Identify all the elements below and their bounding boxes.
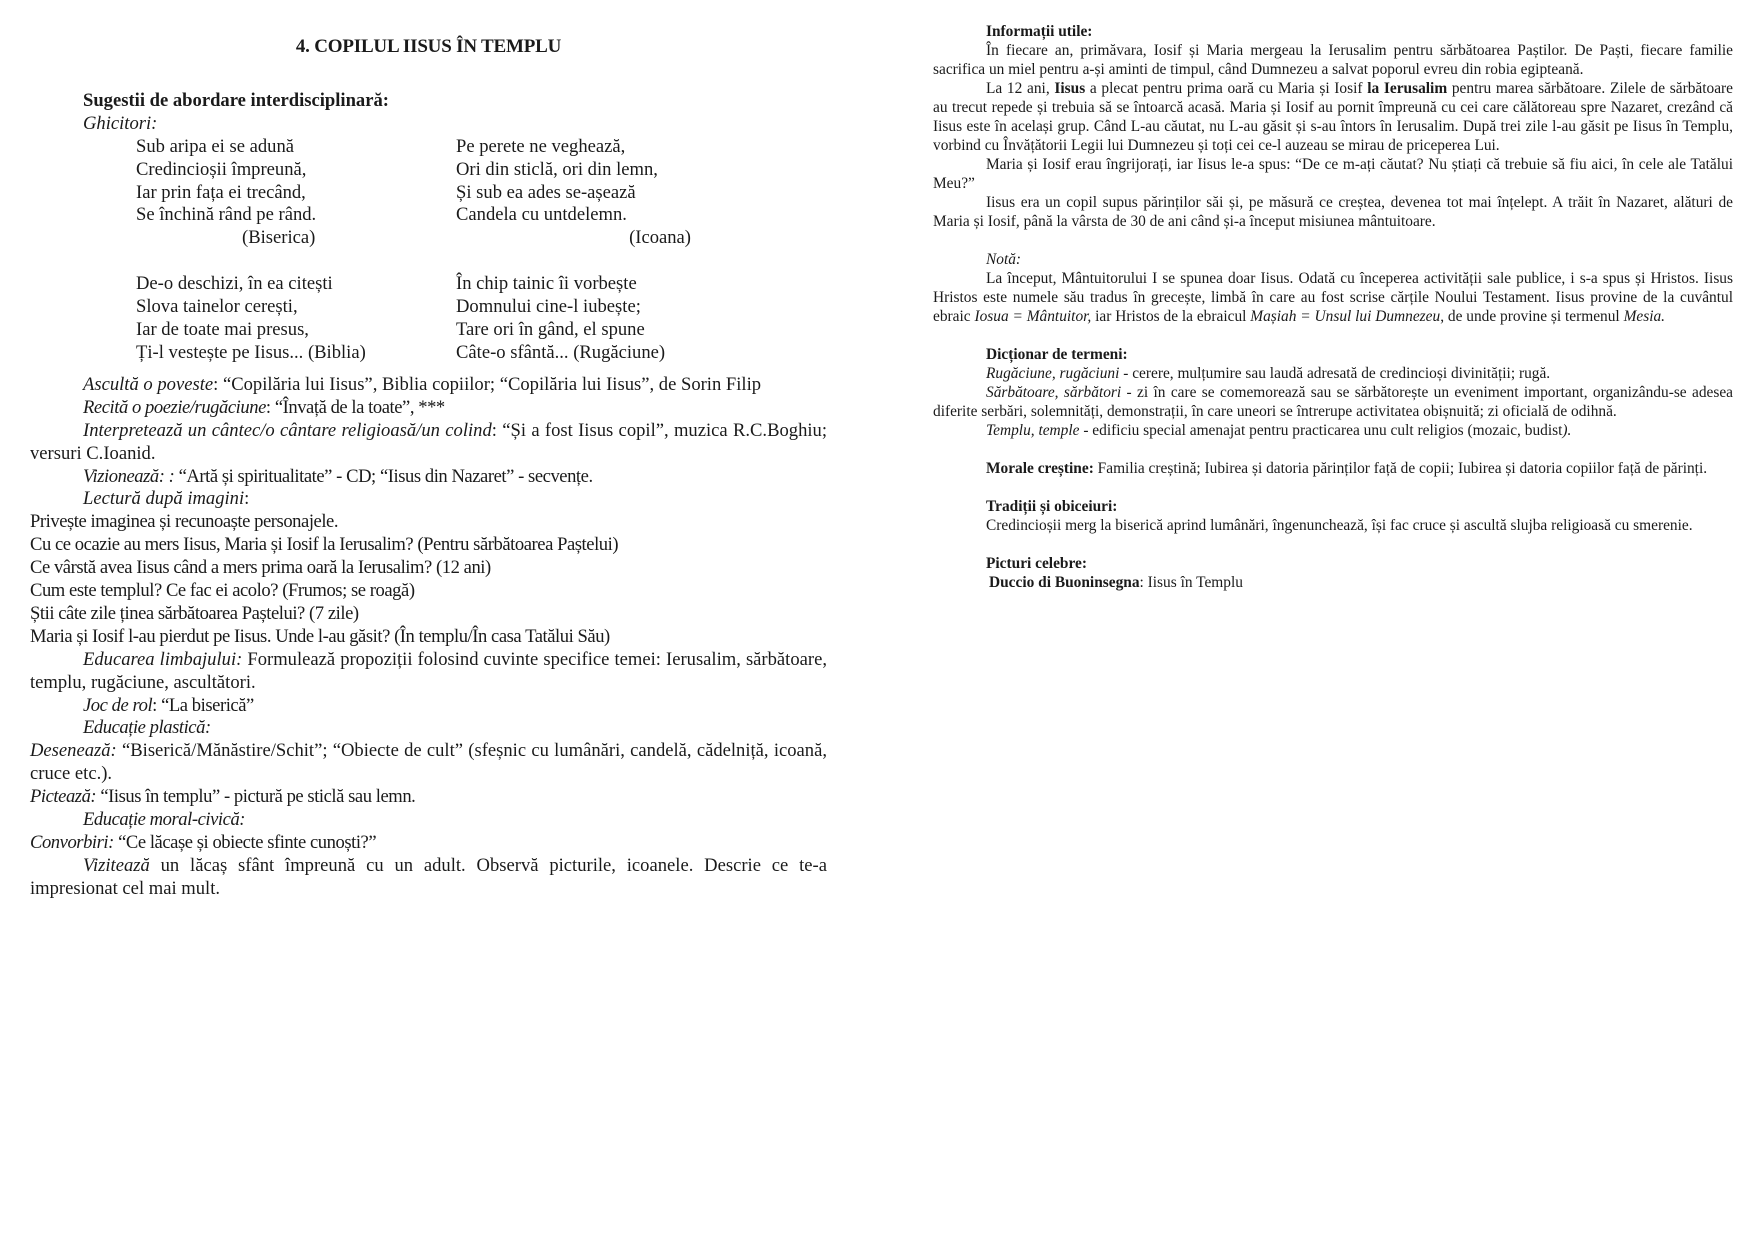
info-paragraph: Maria și Iosif erau îngrijorați, iar Iisus le-a spus: “De ce m-ați căutat? Nu știați că trebuie să fiu aici, în cele ale Tatălui Meu?” — [933, 156, 1733, 192]
morals-text: Morale creștine: Familia creștină; Iubirea și datoria părinților față de copii; Iubirea și datoria copiilor față de părinți. — [986, 460, 1708, 477]
question-item: Cum este templul? Ce fac ei acolo? (Frumos; se roagă) — [30, 580, 415, 602]
riddle-line: Slova tainelor cerești, — [136, 296, 298, 318]
question-item: Privește imaginea și recunoaște personajele. — [30, 511, 339, 533]
activity-convorbiri: Convorbiri: “Ce lăcașe și obiecte sfinte cunoști?” — [30, 832, 377, 853]
note-label: Notă: — [986, 251, 1022, 268]
questions-list — [30, 511, 827, 648]
riddle-icoana — [456, 136, 691, 251]
info-paragraph: În fiecare an, primăvara, Iosif și Maria mergeau la Ierusalim pentru sărbătoarea Paștilor. De Paști, fiecare familie sacrifica un miel pentru a-și aminti de timpul, când Dumnezeu a salvat poporul evreu din robia egipteană. — [933, 42, 1733, 78]
section-heading: Sugestii de abordare interdisciplinară: — [83, 89, 389, 111]
traditions-text: Credincioșii merg la biserică aprind lumânări, îngenunchează, își fac cruce și ascultă slujba religioasă cu smerenie. — [986, 517, 1693, 534]
note-section — [933, 250, 1733, 326]
activity-picteaza: Pictează: “Iisus în templu” - pictură pe sticlă sau lemn. — [30, 786, 416, 808]
riddles-label: Ghicitori: — [83, 112, 158, 134]
left-page — [30, 36, 827, 901]
activity-interpreteaza: Interpretează un cântec/o cântare religioasă/un colind: “Și a fost Iisus copil”, muzica R.C.Boghiu; versuri C.Ioanid. — [30, 419, 827, 464]
activity-vizioneaza: Vizionează: : “Artă și spiritualitate” - CD; “Iisus din Nazaret” - secvențe. — [83, 465, 593, 487]
dictionary-heading: Dicționar de termeni: — [986, 346, 1128, 363]
right-page — [933, 22, 1733, 592]
question-item: Ce vârstă avea Iisus când a mers prima oară la Ierusalim? (12 ani) — [30, 557, 491, 579]
riddle-biserica — [136, 136, 456, 251]
info-paragraph: La 12 ani, Iisus a plecat pentru prima oară cu Maria și Iosif la Ierusalim pentru marea sărbătoare. Zilele de sărbătoare au trecut repede și trebuia să se întoarcă acasă. Maria și Iosif au pornit împreună cu cei care călătoreau spre Nazaret, crezând că Iisus este în același grup. Când L-au căutat, nu L-au găsit și s-au întors în Ierusalim. După trei zile l-au găsit pe Iisus în Templu, vorbind cu Învățătorii Legii lui Dumnezeu și toți cei ce-l auzeau se mirau de priceperea Lui. — [933, 80, 1733, 154]
activity-limbaj: Educarea limbajului: Formulează propoziții folosind cuvinte specifice temei: Ierusalim, sărbătoare, templu, rugăciune, ascultători. — [30, 648, 827, 693]
riddle-line: Câte-o sfântă... (Rugăciune) — [456, 341, 666, 363]
dictionary-entry: Sărbătoare, sărbători - zi în care se comemorează sau se sărbătorește un eveniment important, organizându-se adesea diferite serbări, solemnități, demonstrații, în care uneori se întrerupe activitatea obișnuită; zi oficială de odihnă. — [933, 384, 1734, 420]
activity-lectura: Lectură după imagini: — [83, 488, 250, 510]
moral-heading: Educație moral-civică: — [83, 809, 246, 831]
info-section — [933, 22, 1733, 231]
activity-viziteaza: Vizitează un lăcaș sfânt împreună cu un adult. Observă picturile, icoanele. Descrie ce te-a impresionat cel mai mult. — [30, 854, 827, 899]
riddle-line: Ți-l vestește pe Iisus... (Biblia) — [136, 341, 366, 363]
riddle-line: Tare ori în gând, el spune — [456, 319, 645, 341]
riddle-rugaciune — [456, 273, 716, 365]
activity-deseneaza: Desenează: “Biserică/Mănăstire/Schit”; “Obiecte de cult” (sfeșnic cu lumânări, candelă, cădelniță, icoană, cruce etc.). — [30, 740, 827, 785]
morals-section — [933, 459, 1733, 478]
riddle-line: Pe perete ne veghează, — [456, 135, 626, 157]
dictionary-section — [933, 345, 1733, 440]
activity-joc: Joc de rol: “La biserică” — [83, 694, 254, 716]
riddle-line: Credincioșii împreună, — [136, 158, 307, 180]
riddle-biblia — [136, 273, 456, 365]
riddle-line: Domnului cine-l iubește; — [456, 296, 641, 318]
riddles-row-2 — [136, 273, 827, 365]
riddle-line: De-o deschizi, în ea citești — [136, 273, 333, 295]
riddle-line: Și sub ea ades se-așează — [456, 181, 636, 203]
activity-asculta: Ascultă o poveste: “Copilăria lui Iisus”, Biblia copiilor; “Copilăria lui Iisus”, de Sorin Filip — [83, 373, 762, 395]
dictionary-entry: Templu, temple - edificiu special amenajat pentru practicarea unu cult religios (mozaic, budist). — [986, 422, 1572, 439]
question-item: Știi câte zile ținea sărbătoarea Paștelui? (7 zile) — [30, 602, 359, 624]
question-item: Maria și Iosif l-au pierdut pe Iisus. Unde l-au găsit? (În templu/În casa Tatălui Său) — [30, 625, 610, 647]
riddle-line: Iar prin fața ei trecând, — [136, 181, 306, 203]
riddle-answer: (Icoana) — [629, 227, 691, 249]
painting-entry: Duccio di Buoninsegna: Iisus în Templu — [989, 574, 1243, 591]
riddle-line: Ori din sticlă, ori din lemn, — [456, 158, 658, 180]
paintings-heading: Picturi celebre: — [986, 555, 1087, 572]
activity-recita: Recită o poezie/rugăciune: “Învață de la toate”, *** — [83, 396, 445, 418]
question-item: Cu ce ocazie au mers Iisus, Maria și Iosif la Ierusalim? (Pentru sărbătoarea Paștelui) — [30, 534, 619, 556]
riddle-line: Se închină rând pe rând. — [136, 204, 317, 226]
riddles-row-1 — [136, 136, 827, 251]
riddle-answer: (Biserica) — [242, 227, 316, 249]
plastica-heading: Educație plastică: — [83, 717, 211, 739]
riddle-line: În chip tainic îi vorbește — [456, 273, 637, 295]
paintings-section — [933, 554, 1733, 592]
dictionary-entry: Rugăciune, rugăciuni - cerere, mulțumire sau laudă adresată de credincioși divinității; rugă. — [986, 365, 1551, 382]
info-heading: Informații utile: — [986, 23, 1093, 40]
traditions-heading: Tradiții și obiceiuri: — [986, 498, 1118, 515]
riddle-line: Sub aripa ei se adună — [136, 135, 294, 157]
riddle-line: Candela cu untdelemn. — [456, 204, 627, 226]
info-paragraph: Iisus era un copil supus părinților săi și, pe măsură ce creștea, devenea tot mai înțelept. A trăit în Nazaret, alături de Maria și Iosif, până la vârsta de 30 de ani când și-a început misiunea mântuitoare. — [933, 194, 1733, 230]
traditions-section — [933, 497, 1733, 535]
riddle-line: Iar de toate mai presus, — [136, 319, 309, 341]
lesson-title: 4. COPILUL IISUS ÎN TEMPLU — [295, 36, 562, 57]
note-text: La început, Mântuitorului I se spunea doar Iisus. Odată cu începerea activității sale publice, i s-a spus și Hristos. Iisus Hristos este numele său tradus în grecește, limbă în care au fost scrise cărțile Noului Testament. Iisus provine de la cuvântul ebraic Iosua = Mântuitor, iar Hristos de la ebraicul Mașiah = Unsul lui Dumnezeu, de unde provine și termenul Mesia. — [933, 270, 1733, 325]
